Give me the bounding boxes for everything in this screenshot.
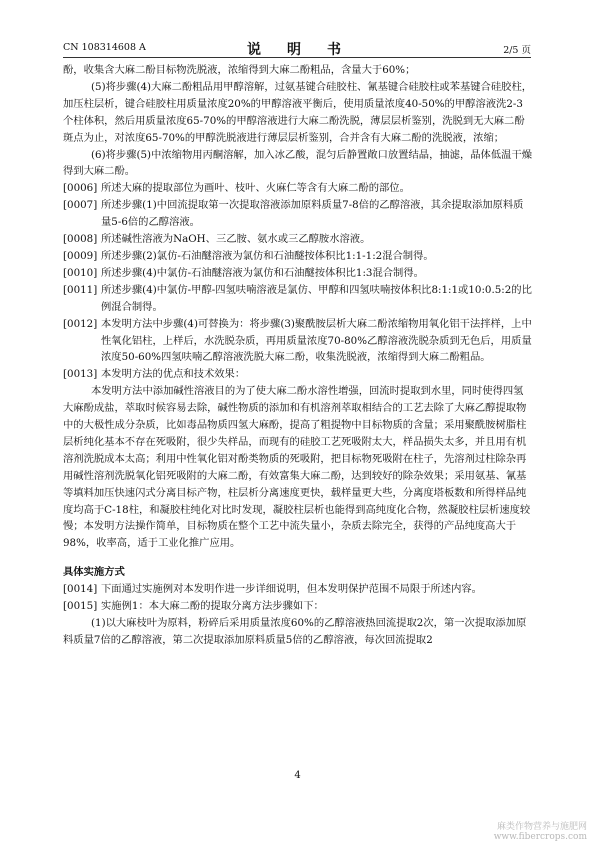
document-title: 说 明 书 [247,42,347,58]
paragraph-0014 [63,581,533,598]
advantages-text: 本发明方法中添加碱性溶液目的为了使大麻二酚水溶性增强，回流时提取到水里，同时使得四氢大麻酚成盐，萃取时候容易去除，碱性物质的添加和有机溶剂萃取相结合的工艺去除了大麻乙醇提取物中的大极性成分杂质，比如毒品物质四氢大麻酚，提高了粗提物中目标物质的含量；采用聚酰胺树脂柱层析纯化基本不存在死吸附，很少失样品，而现有的硅胶工艺死吸附太大，样品损失太多，并且用有机溶剂洗脱成本太高；利用中性氧化铝对酚类物质的死吸附，把目标物死吸附在柱子，先溶剂过柱除杂再用碱性溶剂洗脱氧化铝死吸附的大麻二酚，有效富集大麻二酚，达到较好的除杂效果；采用氨基、氰基等填料加压快速闪式分离目标产物，柱层析分离速度更快，载样量更大些，分离度塔板数和所得样品纯度均高于C-18柱，和凝胶柱纯化对比时发现，凝胶柱层析也能得到高纯度化合物，然凝胶柱层析速度较慢；本发明方法操作简单，目标物质在整个工艺中流失量小，杂质去除完全，获得的产品纯度高大于98%，收率高，适于工业化推广应用。 [63,385,531,550]
paragraph-0006 [63,180,533,197]
paragraph-0008 [63,231,533,248]
page-number: 4 [294,770,301,781]
paragraph-0012 [63,316,533,367]
paragraph-0010 [63,265,533,282]
paragraph-0015 [63,598,533,615]
paragraph-number: [0015] [63,600,98,613]
paragraph-text: 所述步骤(1)中回流提取第一次提取溶液添加原料质量7-8倍的乙醇溶液，其余提取添加原料质量5-6倍的乙醇溶液。 [101,199,524,229]
step-6: (6)将步骤(5)中浓缩物用丙酮溶解，加入冰乙酸，混匀后静置敞口放置结晶，抽滤，晶体低温干燥得到大麻二酚。 [63,148,533,178]
page-header [63,40,531,56]
patent-number: CN 108314608 A [63,42,146,53]
paragraph-text: 本发明方法的优点和技术效果： [101,368,246,381]
paragraph-number: [0014] [63,583,98,596]
paragraph-text: 所述步骤(4)中氯仿-石油醚溶液为氯仿和石油醚按体积比1:3混合制得。 [101,266,424,279]
paragraph-number: [0006] [63,182,98,195]
paragraph-number: [0007] [63,199,98,212]
section-heading: 具体实施方式 [63,566,125,579]
watermark [494,822,587,842]
paragraph-text: 所述步骤(4)中氯仿-甲醇-四氢呋喃溶液是氯仿、甲醇和四氢呋喃按体积比8:1:1或10:0.5:2的比例混合制得。 [101,283,532,313]
paragraph-0011 [63,282,533,316]
paragraph-text: 所述碱性溶液为NaOH、三乙胺、氨水或三乙醇胺水溶液。 [101,233,371,246]
paragraph-0007 [63,197,533,231]
page-indicator: 2/5 页 [503,45,531,56]
paragraph-number: [0012] [63,317,98,330]
paragraph-number: [0011] [63,283,98,296]
example1-step1: (1)以大麻枝叶为原料，粉碎后采用质量浓度60%的乙醇溶液热回流提取2次，第一次提取添加原料质量7倍的乙醇溶液，第二次提取添加原料质量5倍的乙醇溶液，每次回流提取2 [63,617,527,646]
continuation-line: 酚，收集含大麻二酚目标物洗脱液，浓缩得到大麻二酚粗品，含量大于60%； [63,64,416,76]
paragraph-text: 所述步骤(2)氯仿-石油醚溶液为氯仿和石油醚按体积比1:1-1:2混合制得。 [101,249,434,262]
paragraph-0013 [63,366,533,383]
document-body [63,62,533,649]
paragraph-text: 所述大麻的提取部位为画叶、枝叶、火麻仁等含有大麻二酚的部位。 [101,182,410,195]
watermark-url: www.fibercrops.com [493,832,587,842]
paragraph-text: 本发明方法中步骤(4)可替换为：将步骤(3)聚酰胺层析大麻二酚浓缩物用氧化铝干法拌样，上中性氧化铝柱，上样后，水洗脱杂质，再用质量浓度70-80%乙醇溶液洗脱杂质到无色后，用质量浓度50-60%四氢呋喃乙醇溶液洗脱大麻二酚，收集洗脱液，浓缩得到大麻二酚粗品。 [101,317,532,364]
section-gap [63,552,533,564]
paragraph-text: 实施例1：本大麻二酚的提取分离方法步骤如下： [101,600,324,613]
step-5: (5)将步骤(4)大麻二酚粗品用甲醇溶解，过氨基键合硅胶柱、氰基键合硅胶柱或苯基键合硅胶柱，加压柱层析，键合硅胶柱用质量浓度20%的甲醇溶液平衡后，使用质量浓度40-50%的甲醇溶液洗2-3个柱体积，然后用质量浓度65-70%的甲醇溶液进行大麻二酚洗脱，薄层层析鉴别，洗脱到无大麻二酚斑点为止，对浓度65-70%的甲醇洗脱液进行薄层层析鉴别，合并含有大麻二酚的洗脱液，浓缩； [63,80,533,144]
paragraph-text: 下面通过实施例对本发明作进一步详细说明，但本发明保护范围不局限于所述内容。 [101,583,482,596]
paragraph-number: [0008] [63,233,98,246]
paragraph-number: [0010] [63,266,98,279]
header-divider [63,57,531,58]
paragraph-0009 [63,248,533,265]
paragraph-number: [0009] [63,249,98,262]
watermark-site-name: 麻类作物营养与施肥网 [496,822,587,832]
paragraph-number: [0013] [63,368,98,381]
